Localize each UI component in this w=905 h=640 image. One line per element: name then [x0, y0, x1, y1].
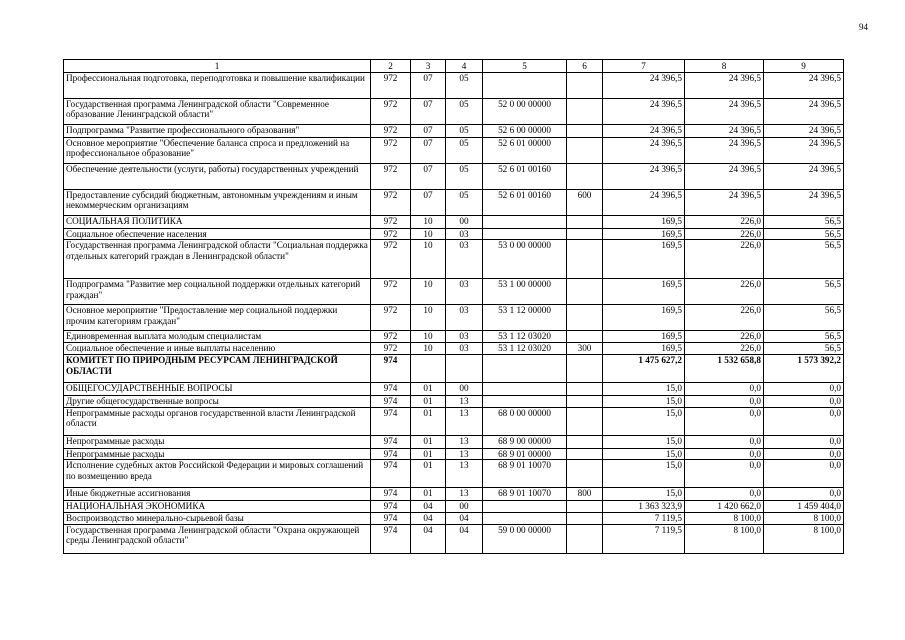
table-row [64, 512, 844, 524]
target-article-cell: 52 6 01 00160 [483, 189, 567, 215]
table-row [64, 72, 844, 98]
col-header-1: 1 [64, 60, 371, 73]
table-row [64, 343, 844, 355]
table-row [64, 305, 844, 331]
row-name-cell: Исполнение судебных актов Российской Федерации и мировых соглашений по возмещению вреда [64, 460, 371, 488]
amount-year2-cell: 0,0 [685, 488, 764, 501]
section-cell: 07 [411, 163, 446, 189]
target-article-cell [483, 215, 567, 228]
row-name-cell: Единовременная выплата молодым специалистам [64, 331, 371, 343]
header-row [64, 60, 844, 73]
amount-year1-cell: 169,5 [603, 228, 685, 240]
target-article-cell [483, 396, 567, 408]
admin-code-cell: 972 [371, 343, 411, 355]
table-row [64, 189, 844, 215]
row-name-cell: ОБЩЕГОСУДАРСТВЕННЫЕ ВОПРОСЫ [64, 383, 371, 396]
expense-type-cell [567, 460, 603, 488]
amount-year2-cell: 226,0 [685, 279, 764, 305]
row-name-cell: Профессиональная подготовка, переподготовка и повышение квалификации [64, 72, 371, 98]
expense-type-cell [567, 435, 603, 448]
subsection-cell: 05 [446, 124, 483, 137]
col-header-5: 5 [483, 60, 567, 73]
subsection-cell: 05 [446, 163, 483, 189]
row-name-cell: Государственная программа Ленинградской области "Современное образование Ленинградской области" [64, 98, 371, 124]
amount-year3-cell: 56,5 [764, 228, 844, 240]
amount-year2-cell: 0,0 [685, 435, 764, 448]
row-name-cell: Непрограммные расходы [64, 448, 371, 460]
amount-year2-cell: 8 100,0 [685, 512, 764, 524]
amount-year3-cell: 0,0 [764, 407, 844, 435]
section-cell [411, 355, 446, 383]
admin-code-cell: 974 [371, 488, 411, 501]
amount-year3-cell: 56,5 [764, 240, 844, 279]
expense-type-cell [567, 240, 603, 279]
target-article-cell: 52 6 01 00000 [483, 137, 567, 163]
expense-type-cell [567, 501, 603, 513]
section-cell: 10 [411, 240, 446, 279]
expense-type-cell [567, 279, 603, 305]
amount-year3-cell: 24 396,5 [764, 72, 844, 98]
admin-code-cell: 974 [371, 396, 411, 408]
expense-type-cell: 300 [567, 343, 603, 355]
col-header-9: 9 [764, 60, 844, 73]
table-row [64, 124, 844, 137]
amount-year2-cell: 24 396,5 [685, 163, 764, 189]
amount-year1-cell: 15,0 [603, 383, 685, 396]
amount-year1-cell: 15,0 [603, 488, 685, 501]
expense-type-cell [567, 524, 603, 553]
amount-year3-cell: 24 396,5 [764, 163, 844, 189]
admin-code-cell: 974 [371, 448, 411, 460]
subsection-cell: 03 [446, 331, 483, 343]
admin-code-cell: 974 [371, 435, 411, 448]
section-cell: 10 [411, 331, 446, 343]
row-name-cell: Основное мероприятие "Обеспечение баланса спроса и предложений на профессиональное образование" [64, 137, 371, 163]
subsection-cell: 05 [446, 189, 483, 215]
subsection-cell [446, 355, 483, 383]
target-article-cell: 68 9 00 00000 [483, 435, 567, 448]
target-article-cell: 53 1 00 00000 [483, 279, 567, 305]
row-name-cell: СОЦИАЛЬНАЯ ПОЛИТИКА [64, 215, 371, 228]
subsection-cell: 13 [446, 407, 483, 435]
col-header-8: 8 [685, 60, 764, 73]
target-article-cell: 52 6 00 00000 [483, 124, 567, 137]
amount-year2-cell: 1 532 658,8 [685, 355, 764, 383]
amount-year3-cell: 1 459 404,0 [764, 501, 844, 513]
amount-year1-cell: 169,5 [603, 240, 685, 279]
expense-type-cell [567, 305, 603, 331]
subsection-cell: 13 [446, 460, 483, 488]
target-article-cell: 53 1 12 03020 [483, 331, 567, 343]
amount-year1-cell: 24 396,5 [603, 72, 685, 98]
row-name-cell: Подпрограмма "Развитие мер социальной поддержки отдельных категорий граждан" [64, 279, 371, 305]
section-cell: 04 [411, 501, 446, 513]
admin-code-cell: 972 [371, 98, 411, 124]
amount-year3-cell: 0,0 [764, 396, 844, 408]
budget-table [63, 59, 844, 554]
amount-year1-cell: 169,5 [603, 343, 685, 355]
table-row [64, 228, 844, 240]
amount-year3-cell: 24 396,5 [764, 98, 844, 124]
target-article-cell [483, 228, 567, 240]
target-article-cell: 59 0 00 00000 [483, 524, 567, 553]
amount-year3-cell: 24 396,5 [764, 137, 844, 163]
subsection-cell: 13 [446, 396, 483, 408]
expense-type-cell [567, 137, 603, 163]
table-row [64, 488, 844, 501]
amount-year3-cell: 56,5 [764, 305, 844, 331]
amount-year2-cell: 226,0 [685, 343, 764, 355]
subsection-cell: 04 [446, 512, 483, 524]
amount-year2-cell: 226,0 [685, 228, 764, 240]
table-row [64, 524, 844, 553]
amount-year2-cell: 24 396,5 [685, 124, 764, 137]
section-cell: 01 [411, 407, 446, 435]
amount-year1-cell: 1 475 627,2 [603, 355, 685, 383]
section-cell: 01 [411, 460, 446, 488]
amount-year3-cell: 1 573 392,2 [764, 355, 844, 383]
section-cell: 10 [411, 279, 446, 305]
subsection-cell: 03 [446, 279, 483, 305]
table-row [64, 460, 844, 488]
admin-code-cell: 974 [371, 383, 411, 396]
amount-year1-cell: 169,5 [603, 279, 685, 305]
target-article-cell [483, 355, 567, 383]
amount-year3-cell: 0,0 [764, 488, 844, 501]
admin-code-cell: 974 [371, 407, 411, 435]
table-body [64, 72, 844, 553]
amount-year2-cell: 1 420 662,0 [685, 501, 764, 513]
subsection-cell: 00 [446, 383, 483, 396]
row-name-cell: Непрограммные расходы органов государственной власти Ленинградской области [64, 407, 371, 435]
table-row [64, 501, 844, 513]
amount-year3-cell: 0,0 [764, 383, 844, 396]
admin-code-cell: 972 [371, 215, 411, 228]
admin-code-cell: 972 [371, 279, 411, 305]
target-article-cell [483, 512, 567, 524]
amount-year2-cell: 0,0 [685, 407, 764, 435]
table-row [64, 331, 844, 343]
row-name-cell: Социальное обеспечение населения [64, 228, 371, 240]
admin-code-cell: 972 [371, 240, 411, 279]
target-article-cell: 68 9 01 10070 [483, 488, 567, 501]
amount-year2-cell: 226,0 [685, 305, 764, 331]
row-name-cell: Иные бюджетные ассигнования [64, 488, 371, 501]
row-name-cell: Другие общегосударственные вопросы [64, 396, 371, 408]
admin-code-cell: 972 [371, 137, 411, 163]
expense-type-cell: 800 [567, 488, 603, 501]
row-name-cell: Государственная программа Ленинградской области "Социальная поддержка отдельных категорий граждан в Ленинградской области" [64, 240, 371, 279]
admin-code-cell: 972 [371, 124, 411, 137]
amount-year3-cell: 56,5 [764, 279, 844, 305]
amount-year1-cell: 1 363 323,9 [603, 501, 685, 513]
amount-year1-cell: 15,0 [603, 407, 685, 435]
admin-code-cell: 974 [371, 460, 411, 488]
section-cell: 07 [411, 124, 446, 137]
section-cell: 01 [411, 488, 446, 501]
section-cell: 10 [411, 305, 446, 331]
expense-type-cell [567, 98, 603, 124]
amount-year3-cell: 0,0 [764, 448, 844, 460]
amount-year2-cell: 24 396,5 [685, 189, 764, 215]
section-cell: 01 [411, 435, 446, 448]
target-article-cell: 68 0 00 00000 [483, 407, 567, 435]
table-row [64, 396, 844, 408]
section-cell: 01 [411, 383, 446, 396]
amount-year3-cell: 8 100,0 [764, 524, 844, 553]
table-row [64, 355, 844, 383]
expense-type-cell [567, 215, 603, 228]
amount-year1-cell: 15,0 [603, 396, 685, 408]
target-article-cell: 53 0 00 00000 [483, 240, 567, 279]
subsection-cell: 05 [446, 98, 483, 124]
target-article-cell [483, 383, 567, 396]
subsection-cell: 03 [446, 305, 483, 331]
table-row [64, 435, 844, 448]
amount-year1-cell: 7 119,5 [603, 512, 685, 524]
amount-year3-cell: 56,5 [764, 343, 844, 355]
amount-year2-cell: 24 396,5 [685, 72, 764, 98]
admin-code-cell: 974 [371, 501, 411, 513]
amount-year1-cell: 24 396,5 [603, 137, 685, 163]
section-cell: 10 [411, 228, 446, 240]
amount-year3-cell: 0,0 [764, 460, 844, 488]
expense-type-cell: 600 [567, 189, 603, 215]
page-number: 94 [859, 22, 868, 32]
section-cell: 04 [411, 524, 446, 553]
table-row [64, 137, 844, 163]
amount-year1-cell: 24 396,5 [603, 124, 685, 137]
subsection-cell: 13 [446, 435, 483, 448]
amount-year2-cell: 24 396,5 [685, 137, 764, 163]
subsection-cell: 04 [446, 524, 483, 553]
section-cell: 07 [411, 98, 446, 124]
amount-year1-cell: 24 396,5 [603, 98, 685, 124]
amount-year3-cell: 8 100,0 [764, 512, 844, 524]
table-row [64, 279, 844, 305]
table-row [64, 383, 844, 396]
section-cell: 01 [411, 448, 446, 460]
expense-type-cell [567, 396, 603, 408]
subsection-cell: 03 [446, 343, 483, 355]
row-name-cell: Государственная программа Ленинградской области "Охрана окружающей среды Ленинградской области" [64, 524, 371, 553]
col-header-2: 2 [371, 60, 411, 73]
col-header-4: 4 [446, 60, 483, 73]
row-name-cell: НАЦИОНАЛЬНАЯ ЭКОНОМИКА [64, 501, 371, 513]
admin-code-cell: 974 [371, 512, 411, 524]
expense-type-cell [567, 72, 603, 98]
admin-code-cell: 974 [371, 355, 411, 383]
col-header-6: 6 [567, 60, 603, 73]
admin-code-cell: 972 [371, 331, 411, 343]
amount-year2-cell: 226,0 [685, 331, 764, 343]
table-row [64, 407, 844, 435]
amount-year1-cell: 15,0 [603, 460, 685, 488]
amount-year3-cell: 24 396,5 [764, 124, 844, 137]
expense-type-cell [567, 383, 603, 396]
table-row [64, 98, 844, 124]
section-cell: 07 [411, 137, 446, 163]
amount-year1-cell: 169,5 [603, 331, 685, 343]
row-name-cell: Социальное обеспечение и иные выплаты населению [64, 343, 371, 355]
amount-year2-cell: 0,0 [685, 460, 764, 488]
amount-year2-cell: 226,0 [685, 240, 764, 279]
row-name-cell: Непрограммные расходы [64, 435, 371, 448]
table-row [64, 163, 844, 189]
target-article-cell: 68 9 01 00000 [483, 448, 567, 460]
subsection-cell: 05 [446, 72, 483, 98]
admin-code-cell: 972 [371, 305, 411, 331]
amount-year1-cell: 169,5 [603, 215, 685, 228]
amount-year1-cell: 15,0 [603, 435, 685, 448]
amount-year2-cell: 226,0 [685, 215, 764, 228]
amount-year1-cell: 15,0 [603, 448, 685, 460]
row-name-cell: Основное мероприятие "Предоставление мер социальной поддержки прочим категориям граждан" [64, 305, 371, 331]
target-article-cell: 68 9 01 10070 [483, 460, 567, 488]
target-article-cell: 53 1 12 00000 [483, 305, 567, 331]
amount-year2-cell: 0,0 [685, 448, 764, 460]
expense-type-cell [567, 448, 603, 460]
expense-type-cell [567, 355, 603, 383]
section-cell: 10 [411, 215, 446, 228]
expense-type-cell [567, 407, 603, 435]
expense-type-cell [567, 124, 603, 137]
target-article-cell: 52 6 01 00160 [483, 163, 567, 189]
subsection-cell: 00 [446, 501, 483, 513]
target-article-cell: 52 0 00 00000 [483, 98, 567, 124]
amount-year1-cell: 24 396,5 [603, 189, 685, 215]
admin-code-cell: 972 [371, 228, 411, 240]
row-name-cell: КОМИТЕТ ПО ПРИРОДНЫМ РЕСУРСАМ ЛЕНИНГРАДСКОЙ ОБЛАСТИ [64, 355, 371, 383]
row-name-cell: Воспроизводство минерально-сырьевой базы [64, 512, 371, 524]
amount-year1-cell: 24 396,5 [603, 163, 685, 189]
subsection-cell: 13 [446, 488, 483, 501]
subsection-cell: 00 [446, 215, 483, 228]
amount-year3-cell: 0,0 [764, 435, 844, 448]
amount-year2-cell: 0,0 [685, 383, 764, 396]
subsection-cell: 13 [446, 448, 483, 460]
amount-year2-cell: 8 100,0 [685, 524, 764, 553]
table-row [64, 448, 844, 460]
target-article-cell [483, 501, 567, 513]
section-cell: 10 [411, 343, 446, 355]
subsection-cell: 05 [446, 137, 483, 163]
expense-type-cell [567, 163, 603, 189]
col-header-7: 7 [603, 60, 685, 73]
amount-year1-cell: 169,5 [603, 305, 685, 331]
subsection-cell: 03 [446, 240, 483, 279]
section-cell: 07 [411, 189, 446, 215]
table-row [64, 240, 844, 279]
target-article-cell [483, 72, 567, 98]
amount-year1-cell: 7 119,5 [603, 524, 685, 553]
section-cell: 01 [411, 396, 446, 408]
row-name-cell: Подпрограмма "Развитие профессионального образования" [64, 124, 371, 137]
amount-year3-cell: 56,5 [764, 215, 844, 228]
amount-year2-cell: 0,0 [685, 396, 764, 408]
row-name-cell: Предоставление субсидий бюджетным, автономным учреждениям и иным некоммерческим организациям [64, 189, 371, 215]
row-name-cell: Обеспечение деятельности (услуги, работы) государственных учреждений [64, 163, 371, 189]
target-article-cell: 53 1 12 03020 [483, 343, 567, 355]
admin-code-cell: 972 [371, 189, 411, 215]
amount-year2-cell: 24 396,5 [685, 98, 764, 124]
expense-type-cell [567, 331, 603, 343]
admin-code-cell: 972 [371, 163, 411, 189]
amount-year3-cell: 24 396,5 [764, 189, 844, 215]
expense-type-cell [567, 228, 603, 240]
subsection-cell: 03 [446, 228, 483, 240]
amount-year3-cell: 56,5 [764, 331, 844, 343]
expense-type-cell [567, 512, 603, 524]
admin-code-cell: 974 [371, 524, 411, 553]
section-cell: 07 [411, 72, 446, 98]
col-header-3: 3 [411, 60, 446, 73]
admin-code-cell: 972 [371, 72, 411, 98]
table-row [64, 215, 844, 228]
section-cell: 04 [411, 512, 446, 524]
